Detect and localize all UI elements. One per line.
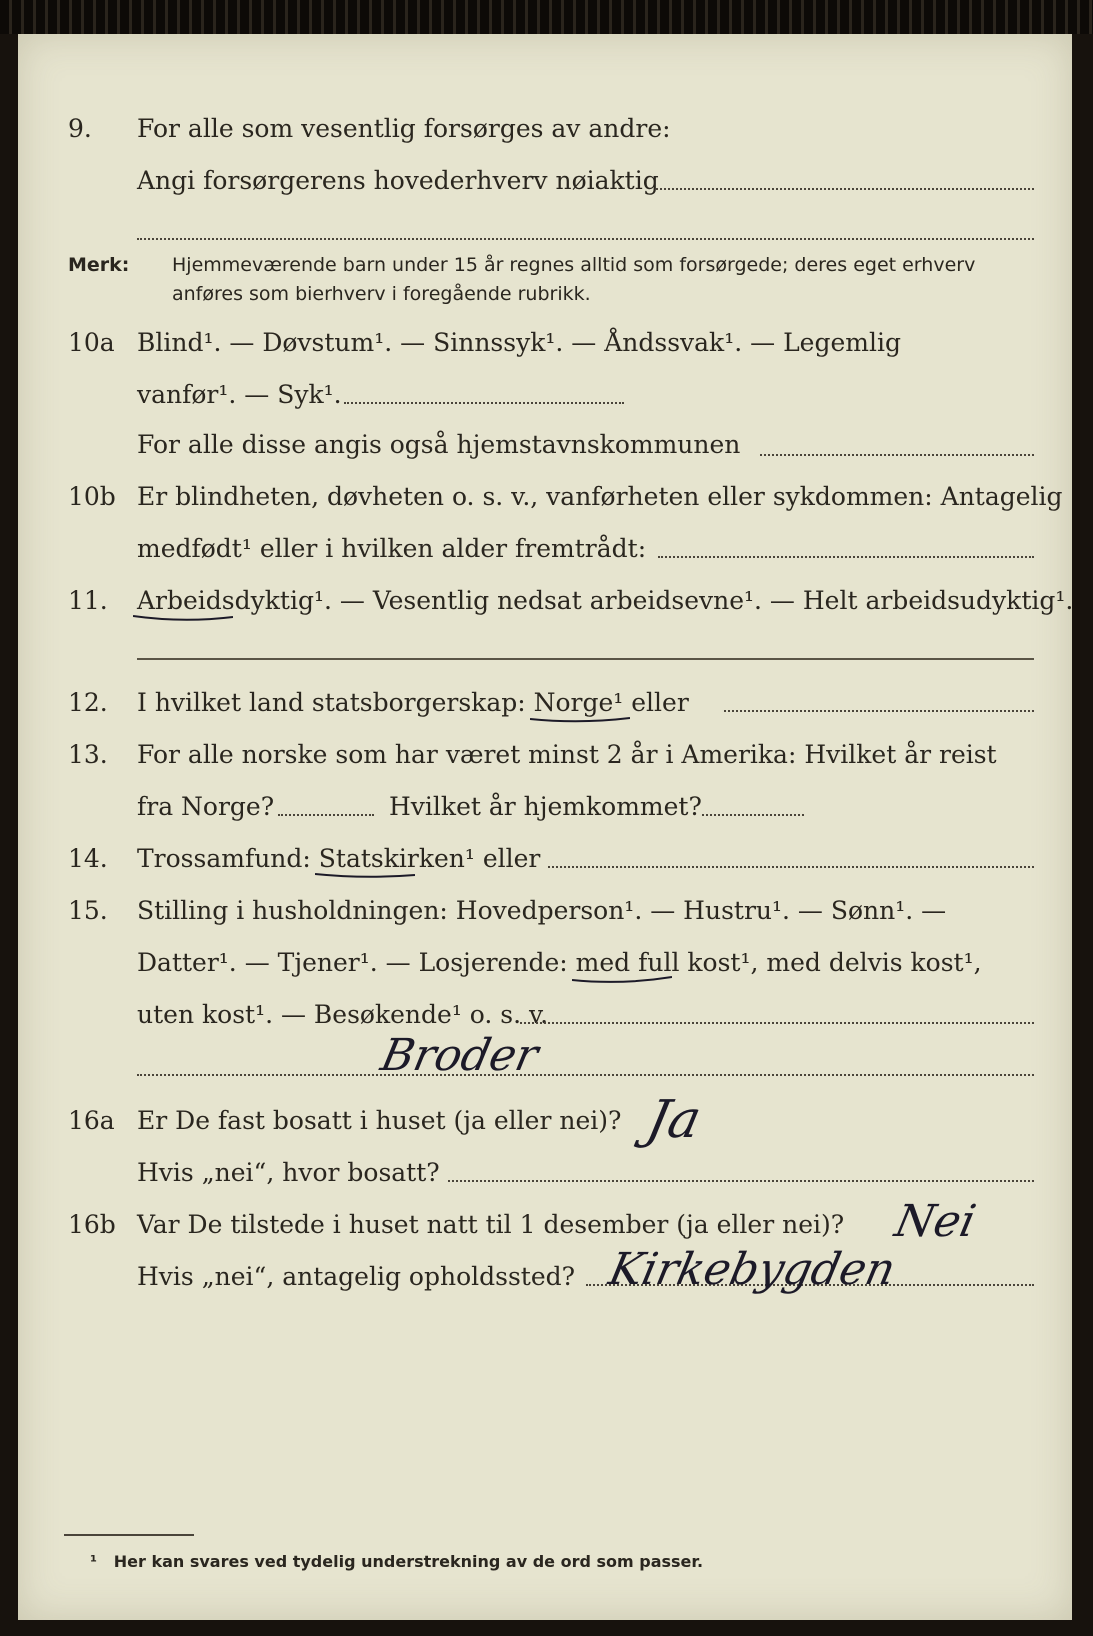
q13-departure-line[interactable] [278, 814, 374, 816]
q11-answer-line[interactable] [137, 658, 1034, 660]
handwritten-underline [530, 715, 630, 725]
q14-underlined-option[interactable] [319, 844, 465, 873]
q11-arbeidsdyktig: Arbeidsdyktig [137, 586, 314, 615]
footnote [90, 1552, 703, 1571]
q13-text-2b: Hvilket år hjemkommet? [389, 792, 702, 821]
merk-label: Merk: [68, 254, 130, 276]
q10a-text-2: vanfør¹. — Syk¹. [137, 380, 342, 409]
q16b-text-2: Hvis „nei“, antagelig opholdssted? [137, 1262, 576, 1291]
q9-answer-line[interactable] [656, 188, 1034, 190]
q9-prompt: Angi forsørgerens hovederhverv nøiaktig [137, 166, 659, 195]
q12-answer-line[interactable] [724, 710, 1034, 712]
q11-text [137, 586, 1073, 615]
q13-text: For alle norske som har været minst 2 år i Amerika: Hvilket år reist [137, 740, 997, 769]
q16a-number: 16a [68, 1106, 115, 1135]
q15-answer-line-2[interactable] [137, 1074, 1034, 1076]
q14-prompt: Trossamfund: [137, 844, 311, 873]
q15-text: Stilling i husholdningen: Hovedperson¹. — Hustru¹. — Sønn¹. — [137, 896, 947, 925]
q15-text-3: uten kost¹. — Besøkende¹ o. s. v. [137, 1000, 549, 1029]
q16b-handwritten-location: Kirkebygden [604, 1244, 900, 1295]
q12-norge: Norge [533, 688, 614, 717]
q16a-handwritten-answer: Ja [641, 1090, 707, 1150]
q15-underlined-option[interactable] [576, 948, 741, 977]
footnote-text: Her kan svares ved tydelig understrekning av de ord som passer. [113, 1552, 704, 1571]
q15-delvis-kost: ¹, med delvis kost¹, [740, 948, 982, 977]
q10a-answer-line[interactable] [344, 402, 624, 404]
q15-full-kost: med full kost [575, 948, 741, 977]
q14-statskirken: Statskirken [318, 844, 465, 873]
q13-number: 13. [68, 740, 108, 769]
merk-text-1: Hjemmeværende barn under 15 år regnes alltid som forsørgede; deres eget erhverv [172, 254, 976, 276]
q12-prompt: I hvilket land statsborgerskap: [137, 688, 526, 717]
q15-handwritten-answer: Broder [376, 1030, 543, 1081]
q15-losjerende: Datter¹. — Tjener¹. — Losjerende: [137, 948, 568, 977]
merk-text-2: anføres som bierhverv i foregående rubrikk. [172, 283, 591, 305]
q13-return-line[interactable] [702, 814, 804, 816]
q16a-text-2: Hvis „nei“, hvor bosatt? [137, 1158, 440, 1187]
q16b-number: 16b [68, 1210, 116, 1239]
q10a-number: 10a [68, 328, 115, 357]
q15-text-2 [137, 948, 982, 977]
q12-post: ¹ eller [613, 688, 689, 717]
q10a-text: Blind¹. — Døvstum¹. — Sinnssyk¹. — Åndssvak¹. — Legemlig [137, 328, 901, 357]
handwritten-underline [315, 871, 415, 881]
q15-number: 15. [68, 896, 108, 925]
q10b-number: 10b [68, 482, 116, 511]
q9-text: For alle som vesentlig forsørges av andre: [137, 114, 671, 143]
q11-underlined-option[interactable] [137, 586, 314, 615]
q9-number: 9. [68, 114, 92, 143]
q10b-answer-line[interactable] [658, 556, 1034, 558]
q16a-text: Er De fast bosatt i huset (ja eller nei)? [137, 1106, 622, 1135]
q14-answer-line[interactable] [548, 866, 1034, 868]
q12-number: 12. [68, 688, 108, 717]
q10a-hometown-line[interactable] [760, 454, 1034, 456]
q16b-text: Var De tilstede i huset natt til 1 desember (ja eller nei)? [137, 1210, 845, 1239]
q14-post: ¹ eller [464, 844, 541, 873]
q10a-text-3: For alle disse angis også hjemstavnskommunen [137, 430, 741, 459]
handwritten-underline [572, 975, 672, 985]
q12-text [137, 688, 689, 717]
q16a-answer-line[interactable] [448, 1180, 1034, 1182]
q15-answer-line[interactable] [520, 1022, 1034, 1024]
handwritten-underline [133, 613, 233, 623]
q11-rest: ¹. — Vesentlig nedsat arbeidsevne¹. — Helt arbeidsudyktig¹. [313, 586, 1074, 615]
q10b-text: Er blindheten, døvheten o. s. v., vanførheten eller sykdommen: Antagelig [137, 482, 1063, 511]
q9-answer-line-2[interactable] [137, 238, 1034, 240]
q14-text [137, 844, 540, 873]
q11-number: 11. [68, 586, 108, 615]
q10b-text-2: medfødt¹ eller i hvilken alder fremtrådt: [137, 534, 647, 563]
footnote-rule [64, 1534, 194, 1536]
q13-text-2a: fra Norge? [137, 792, 275, 821]
footnote-mark: ¹ [90, 1552, 98, 1571]
q16b-handwritten-answer: Nei [890, 1196, 981, 1247]
q14-number: 14. [68, 844, 108, 873]
q12-underlined-option[interactable] [534, 688, 614, 717]
scan-top-edge [0, 0, 1093, 34]
